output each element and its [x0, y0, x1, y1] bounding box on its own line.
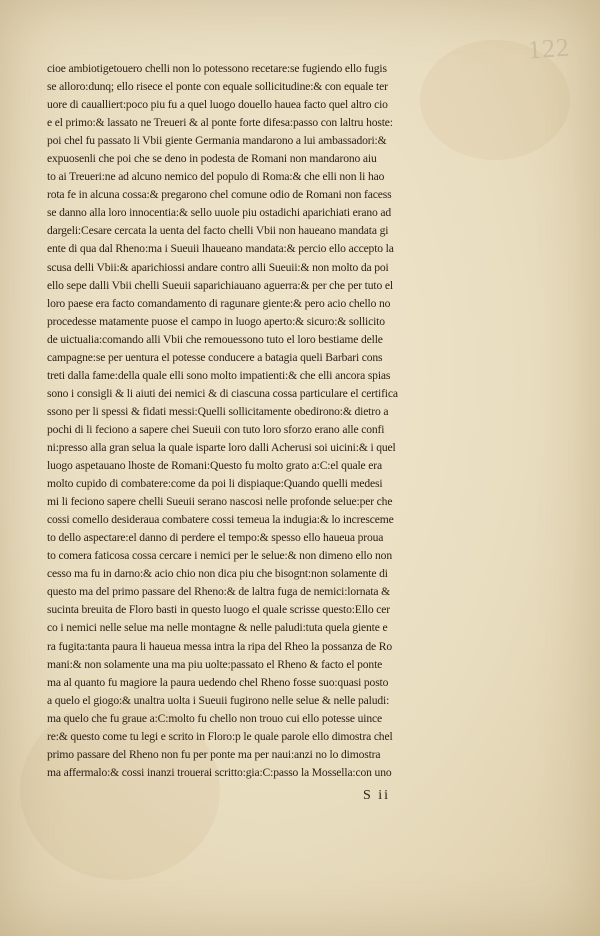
text-line: co i nemici nelle selue ma nelle montagne & nelle paludi:tuta quela giente e — [47, 621, 388, 635]
text-line: dargeli:Cesare cercata la uenta del facto chelli Vbii non haueano mandata gi — [47, 224, 389, 238]
text-line: questo ma del primo passare del Rheno:& de laltra fuga de nemici:lornata & — [47, 585, 391, 599]
text-line: ni:presso alla gran selua la quale isparte loro dalli Acherusi soi uicini:& i quel — [47, 440, 396, 454]
text-line: ma quelo che fu graue a:C:molto fu chello non trouo cui ello potesse uince — [47, 711, 383, 725]
text-line: ssono per li spessi & fidati messi:Quelli sollicitamente obedirono:& dietro a — [47, 404, 389, 418]
folio-number: 122 — [527, 32, 571, 65]
text-line: to comera faticosa cossa cercare i nemici per le selue:& non dimeno ello non — [47, 549, 392, 563]
text-line: campagne:se per uentura el potesse conducere a batagia queli Barbari cons — [47, 350, 383, 364]
text-body — [47, 60, 477, 782]
text-line: pochi di li feciono a sapere chei Sueuii con tuto loro sforzo erano alle confi — [47, 422, 385, 436]
text-line: mani:& non solamente una ma piu uolte:passato el Rheno & facto el ponte — [47, 657, 383, 671]
text-line: cossi comello desideraua combatere cossi temeua la indugia:& lo incresceme — [47, 513, 394, 527]
text-line: sono i consigli & li aiuti dei nemici & di ciascuna cossa particulare el certifica — [47, 386, 398, 400]
text-line: expuosenli che poi che se deno in podesta de Romani non mandarono aiu — [47, 152, 377, 166]
text-line: ra fugita:tanta paura li haueua messa intra la ripa del Rheo la possanza de Ro — [47, 639, 392, 653]
text-line: procedesse matamente puose el campo in luogo aperto:& sicuro:& sollicito — [47, 314, 385, 328]
text-line: poi chel fu passato li Vbii giente Germania mandarono a lui ambassadori:& — [47, 134, 387, 148]
text-line: rota fe in alcuna cossa:& pregarono chel comune odio de Romani non facess — [47, 188, 392, 202]
text-line: se alloro:dunq; ello risece el ponte con equale sollicitudine:& con equale ter — [47, 80, 388, 94]
text-line: cioe ambiotigetouero chelli non lo potessono recetare:se fugiendo ello fugis — [47, 62, 387, 75]
text-line: sucinta breuita de Floro basti in questo luogo el quale scrisse questo:Ello cer — [47, 603, 390, 617]
text-line: ello sepe dalli Vbii chelli Sueuii saparichiauano aguerra:& per che per tuto el — [47, 278, 393, 292]
text-line: cesso ma fu in darno:& acio chio non dica piu che bisognt:non solamente di — [47, 567, 388, 581]
text-line: re:& questo come tu legi e scrito in Floro:p le quale parole ello dimostra chel — [47, 729, 393, 743]
text-line: molto cupido di combatere:come da poi li dispiaque:Quando quelli medesi — [47, 477, 383, 491]
text-line: loro paese era facto comandamento di ragunare giente:& pero acio chello no — [47, 296, 391, 310]
text-line: a quelo el giogo:& unaltra uolta i Sueuii fugirono nelle selue & nelle paludi: — [47, 693, 390, 707]
text-line: to dello aspectare:el danno di perdere el tempo:& spesso ello haueua proua — [47, 531, 384, 545]
text-line: treti dalla fame:della quale elli sono molto impatienti:& che elli ancora spias — [47, 368, 391, 382]
text-line: mi li feciono sapere chelli Sueuii serano nascosi nelle profonde selue:per che — [47, 495, 393, 509]
text-line: ente di qua dal Rheno:ma i Sueuii lhaueano mandata:& percio ello accepto la — [47, 242, 394, 256]
signature-mark: S ii — [363, 788, 391, 803]
text-line: e el primo:& lassato ne Treueri & al ponte forte difesa:passo con laltru hoste: — [47, 116, 393, 130]
text-line: ma al quanto fu magiore la paura uedendo chel Rheno fosse suo:quasi posto — [47, 675, 389, 689]
text-line: scusa delli Vbii:& aparichiossi andare contro alli Sueuii:& non molto da poi — [47, 260, 389, 274]
text-line: ma affermalo:& cossi inanzi trouerai scritto:gia:C:passo la Mossella:con uno — [47, 765, 392, 779]
text-line: se danno alla loro innocentia:& sello uuole piu ostadichi aparichiati erano ad — [47, 206, 392, 220]
text-line: luogo aspetauano lhoste de Romani:Questo fu molto grato a:C:el quale era — [47, 459, 382, 473]
text-line: to ai Treueri:ne ad alcuno nemico del populo di Roma:& che elli non li hao — [47, 170, 385, 184]
text-line: uore di caualliert:poco piu fu a quel luogo douello hauea facto quel altro cio — [47, 98, 388, 112]
text-line: primo passare del Rheno non fu per ponte ma per naui:anzi no lo dimostra — [47, 747, 381, 761]
text-line: de uictualia:comando alli Vbii che remouessono tuto el loro bestiame delle — [47, 332, 383, 346]
